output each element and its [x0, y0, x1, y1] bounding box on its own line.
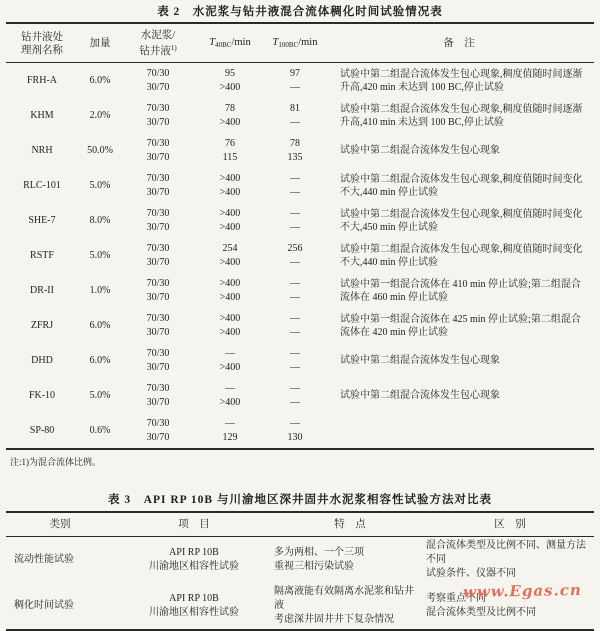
cell-agent-name: RLC-101	[23, 179, 61, 191]
cell-remark: 试验中第一组混合流体在 410 min 停止试验;第二组混合流体在 460 min 停止试验	[340, 278, 581, 303]
cell-agent-name: NRH	[31, 144, 53, 156]
cell-items: API RP 10B 川渝地区相容性试验	[149, 547, 239, 572]
cell-remark: 试验中第二组混合流体发生包心现象	[340, 390, 500, 401]
cell-dosage: 6.0%	[89, 354, 111, 366]
cell-agent-name: ZFRJ	[30, 319, 54, 331]
cell-t100: 78 135	[287, 137, 303, 163]
cell-dosage: 0.6%	[89, 424, 111, 436]
cell-t40: — >400	[219, 347, 241, 373]
cell-agent-name: KHM	[30, 109, 54, 121]
cell-agent-name: FRH-A	[26, 74, 57, 86]
cell-agent-name: SHE-7	[28, 214, 56, 226]
cell-t40: >400 >400	[219, 207, 241, 233]
site-watermark: www.Egas.cn	[463, 580, 583, 602]
header-name-line1: 钻井液处	[21, 31, 63, 43]
table-row	[6, 63, 594, 98]
cell-remark: 试验中第二组混合流体发生包心现象	[340, 145, 500, 156]
cell-agent-name: DHD	[31, 354, 53, 366]
cell-remark: 试验中第二组混合流体发生包心现象,稠度值随时间逐渐升高,420 min 未达到 100 BC,停止试验	[340, 68, 583, 93]
cell-t40: — >400	[219, 382, 241, 408]
cell-dosage: 6.0%	[89, 319, 111, 331]
cell-t40: 254 >400	[219, 242, 241, 268]
table-row	[6, 343, 594, 378]
cell-t100: — —	[290, 312, 300, 338]
cell-t40: >400 >400	[219, 312, 241, 338]
cell-ratio: 70/30 30/70	[146, 347, 170, 373]
cell-agent-name: RSTF	[30, 249, 54, 261]
cell-t100: 256 —	[287, 242, 303, 268]
table2-header-dosage: 加量	[89, 38, 111, 49]
cell-dosage: 5.0%	[89, 249, 111, 261]
cell-remark: 试验中第二组混合流体发生包心现象,稠度值随时间变化不大,440 min 停止试验	[340, 243, 583, 268]
cell-ratio: 70/30 30/70	[146, 242, 170, 268]
table2-title: 表 2 水泥浆与钻井液混合流体稠化时间试验情况表	[157, 6, 443, 18]
cell-dosage: 50.0%	[87, 144, 113, 156]
table3-title: 表 3 API RP 10B 与川渝地区深井固井水泥浆相容性试验方法对比表	[108, 494, 492, 506]
table-row	[6, 168, 594, 203]
cell-t100: — —	[290, 207, 300, 233]
table3-header-feature: 特 点	[334, 519, 366, 530]
table-row	[6, 238, 594, 273]
cell-remark	[324, 413, 594, 448]
table3-header-category: 类别	[49, 519, 71, 530]
cell-t100: — —	[290, 382, 300, 408]
table2-header-ratio	[122, 29, 194, 58]
cell-remark: 试验中第二组混合流体发生包心现象,稠度值随时间逐渐升高,410 min 未达到 100 BC,停止试验	[340, 103, 583, 128]
cell-differences: 混合流体类型及比例不同、测量方法不同 试验条件、仪器不同	[426, 540, 586, 579]
cell-category: 流动性能试验	[14, 554, 74, 565]
table3-header-row	[6, 513, 594, 537]
cell-t100: 81 —	[290, 102, 300, 128]
cell-features: 隔离液能有效隔离水泥浆和钻井液 考虑深井固井井下复杂情况	[274, 586, 414, 625]
cell-ratio: 70/30 30/70	[146, 102, 170, 128]
cell-features: 多为两相、一个三项 重视三相污染试验	[274, 547, 364, 572]
cell-dosage: 2.0%	[89, 109, 111, 121]
cell-ratio: 70/30 30/70	[146, 382, 170, 408]
table2-header-t100: $T_{100BC}/\min$	[272, 36, 318, 49]
table2-header-agent-name	[6, 31, 78, 57]
cell-agent-name: DR-II	[30, 284, 54, 296]
cell-remark: 试验中第二组混合流体发生包心现象	[340, 355, 500, 366]
table-row	[6, 308, 594, 343]
cell-differences: 考察重点不同 混合流体类型及比例不同	[426, 593, 536, 618]
cell-t100: — —	[290, 172, 300, 198]
cell-dosage: 8.0%	[89, 214, 111, 226]
footnote-marker: 1)	[170, 44, 177, 52]
cell-t40: 78 >400	[219, 102, 241, 128]
header-ratio-line2: 钻井液$^{1)}$	[139, 44, 177, 57]
table2-footnote: 注:1)为混合流体比例。	[10, 457, 101, 467]
table2-header-t40: $T_{40BC}/\min$	[209, 36, 251, 49]
cell-t40: >400 >400	[219, 277, 241, 303]
table-row	[6, 378, 594, 413]
cell-ratio: 70/30 30/70	[146, 137, 170, 163]
cell-t40: 95 >400	[219, 67, 241, 93]
cell-dosage: 1.0%	[89, 284, 111, 296]
table2	[6, 22, 594, 450]
cell-items: API RP 10B 川渝地区相容性试验	[149, 593, 239, 618]
table-row	[6, 273, 594, 308]
table-row	[6, 98, 594, 133]
cell-t100: — —	[290, 277, 300, 303]
table3-header-difference: 区 别	[494, 519, 526, 530]
cell-t40: 76 115	[222, 137, 238, 163]
cell-dosage: 5.0%	[89, 179, 111, 191]
table-row	[6, 413, 594, 448]
cell-remark: 试验中第一组混合流体在 425 min 停止试验;第二组混合流体在 420 min 停止试验	[340, 313, 581, 338]
table-row	[6, 133, 594, 168]
cell-ratio: 70/30 30/70	[146, 207, 170, 233]
cell-t100: — —	[290, 347, 300, 373]
cell-remark: 试验中第二组混合流体发生包心现象,稠度值随时间变化不大,450 min 停止试验	[340, 208, 583, 233]
table-row	[6, 537, 594, 583]
header-ratio-line1: 水泥浆/	[140, 30, 176, 41]
cell-ratio: 70/30 30/70	[146, 312, 170, 338]
cell-ratio: 70/30 30/70	[146, 417, 170, 443]
cell-ratio: 70/30 30/70	[146, 67, 170, 93]
table3-header-item: 项 目	[178, 519, 210, 530]
cell-remark: 试验中第二组混合流体发生包心现象,稠度值随时间变化不大,440 min 停止试验	[340, 173, 583, 198]
cell-t100: 97 —	[290, 67, 300, 93]
cell-dosage: 6.0%	[89, 74, 111, 86]
cell-agent-name: FK-10	[28, 389, 56, 401]
cell-ratio: 70/30 30/70	[146, 277, 170, 303]
cell-dosage: 5.0%	[89, 389, 111, 401]
table3	[6, 511, 594, 631]
table2-header-row	[6, 24, 594, 63]
cell-ratio: 70/30 30/70	[146, 172, 170, 198]
cell-t100: — 130	[287, 417, 303, 443]
cell-category: 稠化时间试验	[14, 600, 74, 611]
cell-t40: >400 >400	[219, 172, 241, 198]
table-row	[6, 203, 594, 238]
header-name-line2: 理剂名称	[21, 44, 63, 56]
cell-t40: — 129	[222, 417, 238, 443]
table2-header-remark: 备 注	[443, 38, 475, 49]
cell-agent-name: SP-80	[29, 424, 55, 436]
